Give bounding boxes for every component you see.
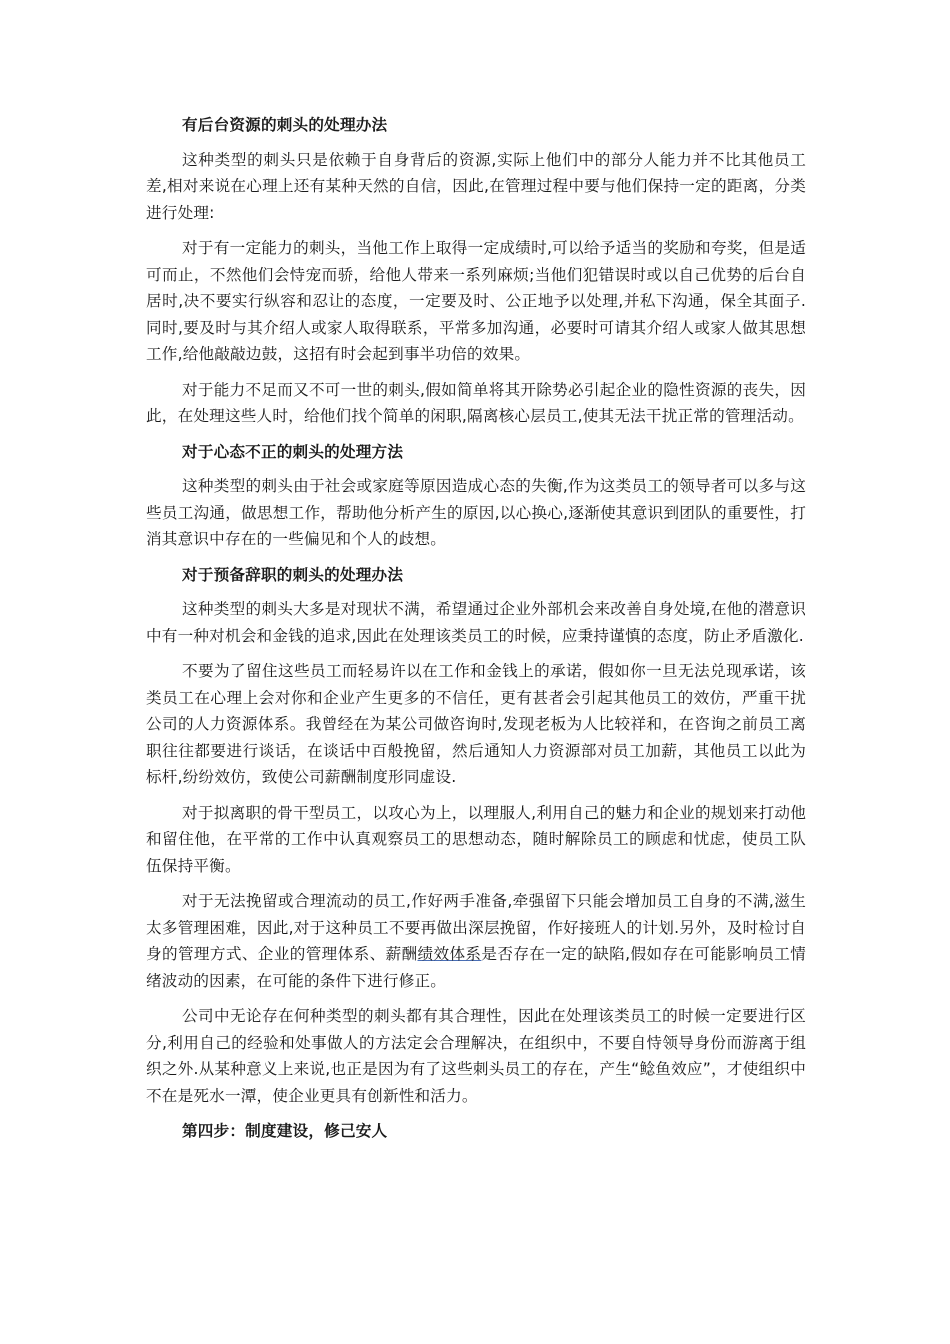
- paragraph: 这种类型的刺头只是依赖于自身背后的资源,实际上他们中的部分人能力并不比其他员工差,相对来说在心理上还有某种天然的自信，因此,在管理过程中要与他们保持一定的距离，分类进行处理:: [146, 150, 806, 222]
- step-four-heading: 第四步：制度建设，修己安人: [182, 1122, 388, 1140]
- paragraph: 对于有一定能力的刺头，当他工作上取得一定成绩时,可以给予适当的奖励和夸奖，但是适可而止，不然他们会恃宠而骄，给他人带来一系列麻烦;当他们犯错误时或以自己优势的后台自居时,决不要实行纵容和忍让的态度，一定要及时、公正地予以处理,并私下沟通，保全其面子.同时,要及时与其介绍人或家人取得联系，平常多加沟通，必要时可请其介绍人或家人做其思想工作,给他敲敲边鼓，这招有时会起到事半功倍的效果。: [146, 239, 806, 363]
- paragraph-text: 是否存在一定的缺陷,假如存在可能影响员工情绪波动的因素，在可能的条件下进行修正。: [146, 945, 806, 990]
- section-heading: 有后台资源的刺头的处理办法: [182, 116, 388, 134]
- paragraph: 对于拟离职的骨干型员工，以攻心为上，以理服人,利用自己的魅力和企业的规划来打动他和留住他，在平常的工作中认真观察员工的思想动态，随时解除员工的顾虑和忧虑，使员工队伍保持平衡。: [146, 803, 806, 875]
- performance-system-link[interactable]: 绩效体系: [417, 945, 482, 963]
- paragraph: 对于能力不足而又不可一世的刺头,假如简单将其开除势必引起企业的隐性资源的丧失，因此，在处理这些人时，给他们找个简单的闲职,隔离核心层员工,使其无法干扰正常的管理活动。: [146, 380, 806, 425]
- paragraph-text: 对于无法挽留或合理流动的员工,作好两手准备,牵强留下只能会增加员工自身的不满,滋生太多管理困难，因此,对于这种员工不要再做出深层挽留，作好接班人的计划.另外，及时检讨自身的管理方式、企业的管理体系、薪酬: [146, 892, 806, 963]
- paragraph: 公司中无论存在何种类型的刺头都有其合理性，因此在处理该类员工的时候一定要进行区分,利用自己的经验和处事做人的方法定会合理解决，在组织中，不要自恃领导身份而游离于组织之外.从某种意义上来说,也正是因为有了这些刺头员工的存在，产生“鲶鱼效应”，才使组织中不在是死水一潭，使企业更具有创新性和活力。: [146, 1007, 806, 1105]
- paragraph: 这种类型的刺头大多是对现状不满，希望通过企业外部机会来改善自身处境,在他的潜意识中有一种对机会和金钱的追求,因此在处理该类员工的时候，应秉持谨慎的态度，防止矛盾激化.: [146, 600, 806, 645]
- section-attitude: [146, 439, 806, 553]
- paragraph-with-link: [146, 888, 806, 994]
- section-heading: 对于心态不正的刺头的处理方法: [182, 442, 404, 461]
- section-resigning: [146, 562, 806, 1110]
- paragraph: 不要为了留住这些员工而轻易许以在工作和金钱上的承诺，假如你一旦无法兑现承诺，该类员工在心理上会对你和企业产生更多的不信任，更有甚者会引起其他员工的效仿，严重干扰公司的人力资源体系。我曾经在为某公司做咨询时,发现老板为人比较祥和，在咨询之前员工离职往往都要进行谈话，在谈话中百般挽留，然后通知人力资源部对员工加薪，其他员工以此为标杆,纷纷效仿，致使公司薪酬制度形同虚设.: [146, 662, 806, 786]
- document-body: [146, 112, 806, 1153]
- paragraph: 这种类型的刺头由于社会或家庭等原因造成心态的失衡,作为这类员工的领导者可以多与这些员工沟通，做思想工作，帮助他分析产生的原因,以心换心,逐渐使其意识到团队的重要性，打消其意识中存在的一些偏见和个人的歧想。: [146, 477, 806, 548]
- section-backing-resources: [146, 112, 806, 430]
- section-heading: 对于预备辞职的刺头的处理办法: [182, 565, 404, 584]
